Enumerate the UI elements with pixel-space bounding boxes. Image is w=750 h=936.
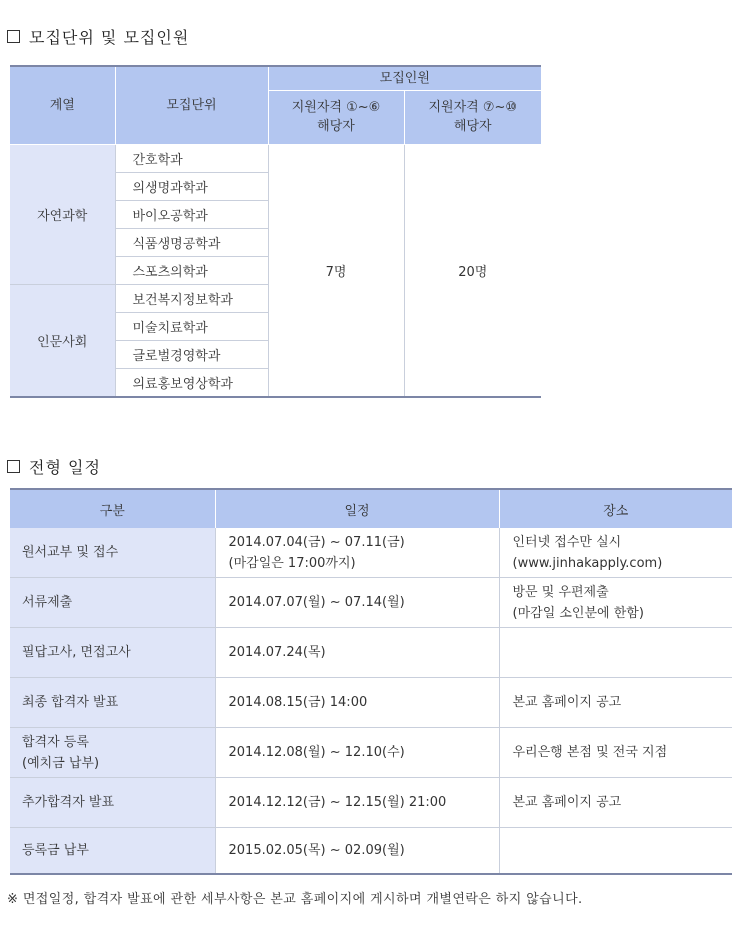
header-quota2-line2: 해당자: [453, 119, 492, 134]
division-cell: [10, 778, 215, 828]
table-row: [10, 528, 732, 578]
division-cell: [10, 628, 215, 678]
schedule-cell: [215, 778, 499, 828]
division-text: 원서교부 및 접수: [22, 545, 119, 560]
header-place: 장소: [499, 489, 732, 528]
division-text: 추가합격자 발표: [22, 795, 115, 810]
schedule-cell: [215, 678, 499, 728]
division-cell: [10, 528, 215, 578]
recruitment-table: [10, 65, 541, 398]
schedule-cell: [215, 828, 499, 875]
table-row: [10, 678, 732, 728]
header-division: 구분: [10, 489, 215, 528]
place-cell: [499, 678, 732, 728]
division-cell: [10, 578, 215, 628]
category-cell: 인문사회: [10, 284, 115, 397]
table-row: [10, 728, 732, 778]
schedule-text: 2015.02.05(목) ~ 02.09(월): [228, 843, 405, 858]
place-cell: [499, 628, 732, 678]
table-row: [10, 578, 732, 628]
schedule-text: 2014.07.04(금) ~ 07.11(금): [228, 534, 405, 550]
place-cell: [499, 578, 732, 628]
header-quota1: [268, 90, 404, 144]
division-cell: [10, 678, 215, 728]
place-text: 본교 홈페이지 공고: [512, 795, 622, 810]
footnote: ※ 면접일정, 합격자 발표에 관한 세부사항은 본교 홈페이지에 게시하며 개별연락은 하지 않습니다.: [7, 892, 583, 907]
section-title-text: 모집단위 및 모집인원: [29, 28, 190, 47]
division-text: 필답고사, 면접고사: [22, 645, 131, 660]
schedule-cell: [215, 728, 499, 778]
place-cell: [499, 778, 732, 828]
place-text: 인터넷 접수만 실시: [512, 534, 622, 550]
division-text: 최종 합격자 발표: [22, 695, 119, 710]
schedule-text: 2014.08.15(금) 14:00: [228, 695, 368, 710]
place-link[interactable]: (www.jinhakapply.com): [512, 555, 663, 571]
table-row: [10, 828, 732, 875]
schedule-cell: [215, 578, 499, 628]
schedule-text: 2014.07.07(월) ~ 07.14(월): [228, 595, 405, 610]
unit-cell: 바이오공학과: [115, 200, 268, 228]
place-cell: [499, 528, 732, 578]
division-text: 등록금 납부: [22, 843, 89, 858]
header-quota2: [404, 90, 541, 144]
place-cell: [499, 728, 732, 778]
checkbox-square-icon: [7, 30, 20, 43]
schedule-text: 2014.07.24(목): [228, 645, 326, 660]
unit-cell: 스포츠의학과: [115, 256, 268, 284]
schedule-cell: [215, 628, 499, 678]
unit-cell: 보건복지정보학과: [115, 284, 268, 312]
header-schedule: 일정: [215, 489, 499, 528]
header-quota1-line1: 지원자격 ①~⑥: [291, 100, 381, 115]
division-cell: [10, 828, 215, 875]
unit-cell: 간호학과: [115, 144, 268, 172]
place-text: 방문 및 우편제출: [512, 584, 609, 600]
quota2-value: 20명: [404, 144, 541, 397]
unit-cell: 의생명과학과: [115, 172, 268, 200]
header-unit: 모집단위: [115, 66, 268, 144]
header-quota1-line2: 해당자: [317, 119, 355, 134]
quota1-value: 7명: [268, 144, 404, 397]
section-title-schedule: [7, 455, 101, 478]
schedule-subtext: (마감일은 17:00까지): [228, 555, 356, 571]
division-subtext: (예치금 납부): [22, 755, 100, 771]
place-text: 우리은행 본점 및 전국 지점: [512, 745, 668, 760]
division-cell: [10, 728, 215, 778]
schedule-table: [10, 488, 732, 875]
table-row: [10, 778, 732, 828]
place-text: 본교 홈페이지 공고: [512, 695, 622, 710]
table-row: [10, 628, 732, 678]
header-quota2-line1: 지원자격 ⑦~⑩: [428, 100, 518, 115]
category-cell: 자연과학: [10, 144, 115, 284]
place-subtext: (마감일 소인분에 한함): [512, 605, 644, 621]
unit-cell: 의료홍보영상학과: [115, 368, 268, 397]
section-title-text: 전형 일정: [29, 458, 101, 477]
unit-cell: 식품생명공학과: [115, 228, 268, 256]
schedule-text: 2014.12.12(금) ~ 12.15(월) 21:00: [228, 795, 447, 810]
header-recruit: 모집인원: [268, 66, 541, 90]
checkbox-square-icon: [7, 460, 20, 473]
schedule-text: 2014.12.08(월) ~ 12.10(수): [228, 745, 405, 760]
schedule-cell: [215, 528, 499, 578]
unit-cell: 글로벌경영학과: [115, 340, 268, 368]
division-text: 합격자 등록: [22, 734, 89, 750]
section-title-recruitment: [7, 25, 189, 48]
unit-cell: 미술치료학과: [115, 312, 268, 340]
division-text: 서류제출: [22, 595, 73, 610]
place-cell: [499, 828, 732, 875]
header-category: 계열: [10, 66, 115, 144]
